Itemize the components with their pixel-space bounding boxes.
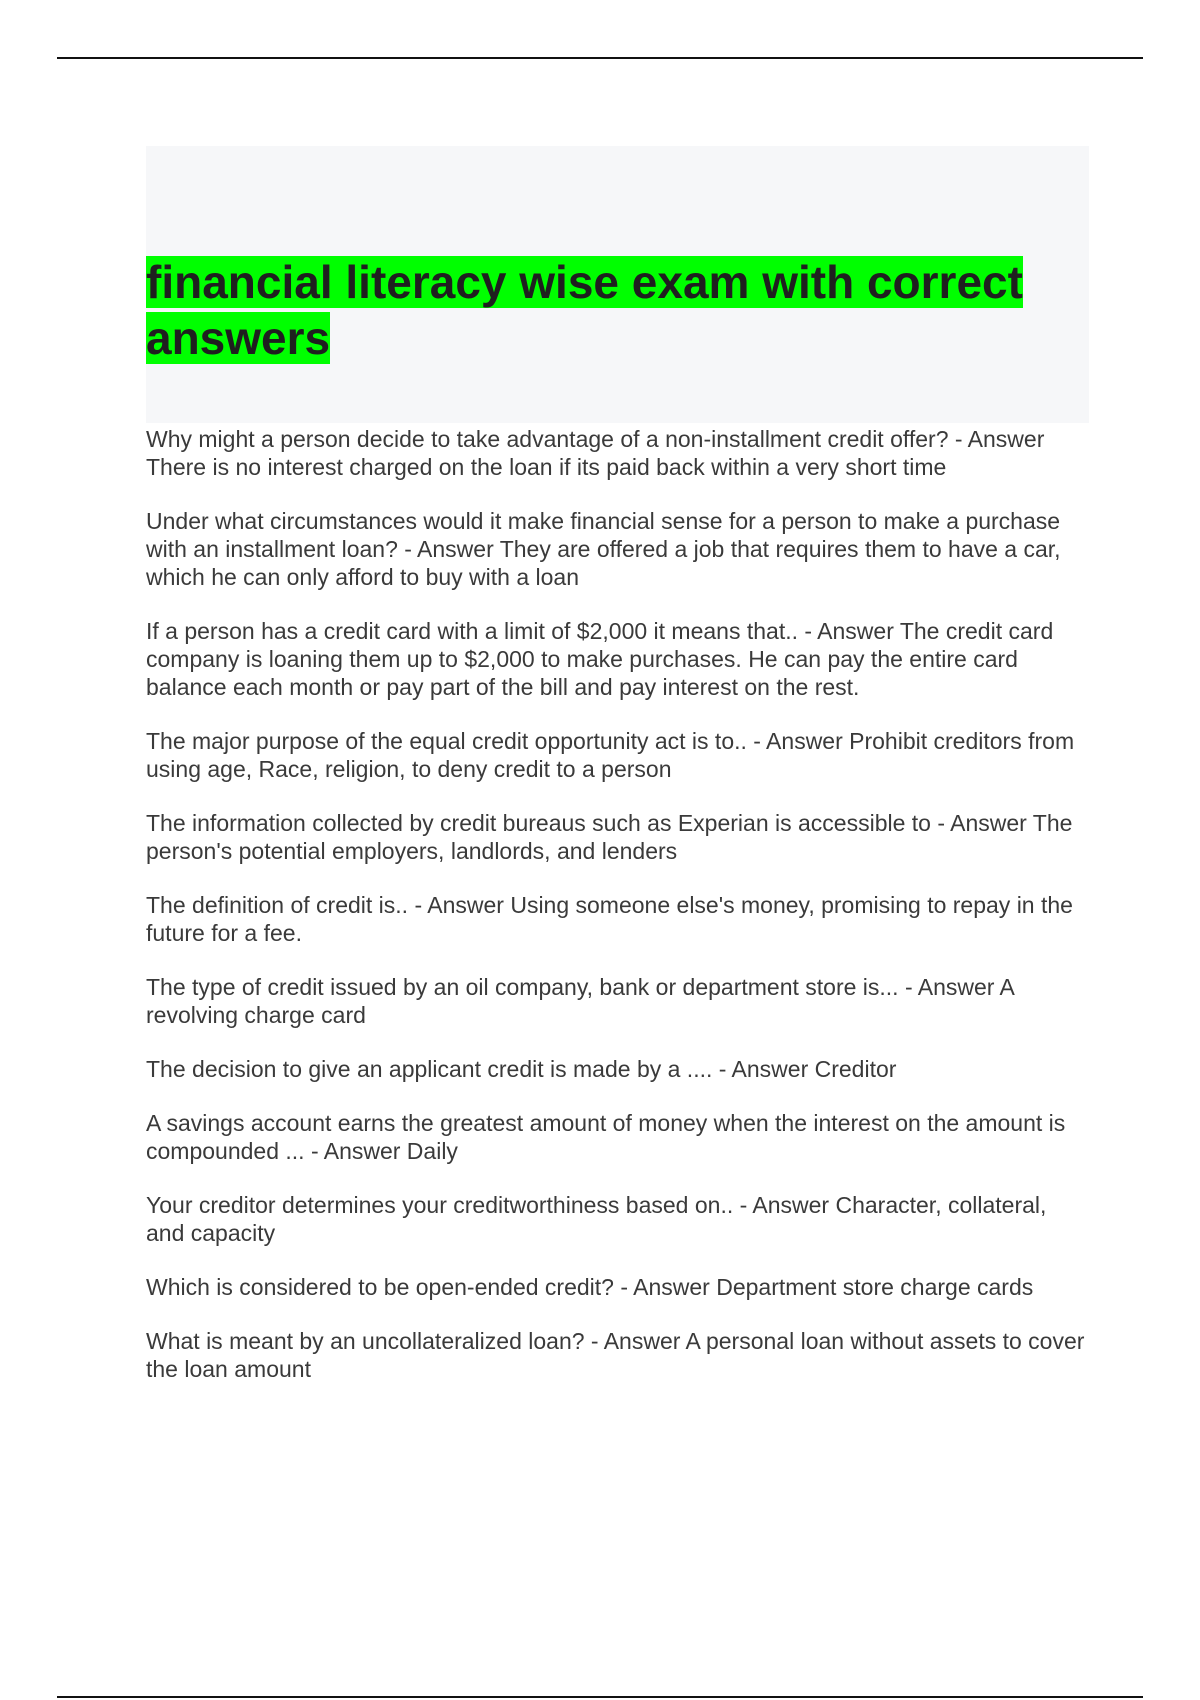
- title-highlight: financial literacy wise exam with correct answers: [146, 256, 1023, 364]
- qa-item: What is meant by an uncollateralized loan? - Answer A personal loan without assets to cover the loan amount: [146, 1328, 1085, 1382]
- bottom-divider: [57, 1696, 1143, 1698]
- qa-item: The major purpose of the equal credit opportunity act is to.. - Answer Prohibit creditors from using age, Race, religion, to deny credit to a person: [146, 728, 1075, 782]
- qa-item: The type of credit issued by an oil company, bank or department store is... - Answer A revolving charge card: [146, 974, 1014, 1028]
- title-block: [146, 146, 1089, 423]
- qa-item: If a person has a credit card with a limit of $2,000 it means that.. - Answer The credit card company is loaning them up to $2,000 to make purchases. He can pay the entire card balance each month or pay part of the bill and pay interest on the rest.: [146, 618, 1054, 700]
- qa-item: Which is considered to be open-ended credit? - Answer Department store charge cards: [146, 1274, 1034, 1300]
- qa-item: A savings account earns the greatest amount of money when the interest on the amount is compounded ... - Answer Daily: [146, 1110, 1066, 1164]
- document-title: [146, 254, 1089, 366]
- qa-item: The definition of credit is.. - Answer Using someone else's money, promising to repay in the future for a fee.: [146, 892, 1073, 946]
- qa-item: The information collected by credit bureaus such as Experian is accessible to - Answer The person's potential employers, landlords, and lenders: [146, 810, 1073, 864]
- top-divider: [57, 57, 1143, 59]
- qa-item: Why might a person decide to take advantage of a non-installment credit offer? - Answer There is no interest charged on the loan if its paid back within a very short time: [146, 426, 1045, 480]
- qa-item: Your creditor determines your creditworthiness based on.. - Answer Character, collateral, and capacity: [146, 1192, 1047, 1246]
- qa-item: Under what circumstances would it make financial sense for a person to make a purchase with an installment loan? - Answer They are offered a job that requires them to have a car, which he can only afford to buy with a loan: [146, 508, 1061, 590]
- qa-item: The decision to give an applicant credit is made by a .... - Answer Creditor: [146, 1056, 897, 1082]
- qa-list: [146, 425, 1091, 1409]
